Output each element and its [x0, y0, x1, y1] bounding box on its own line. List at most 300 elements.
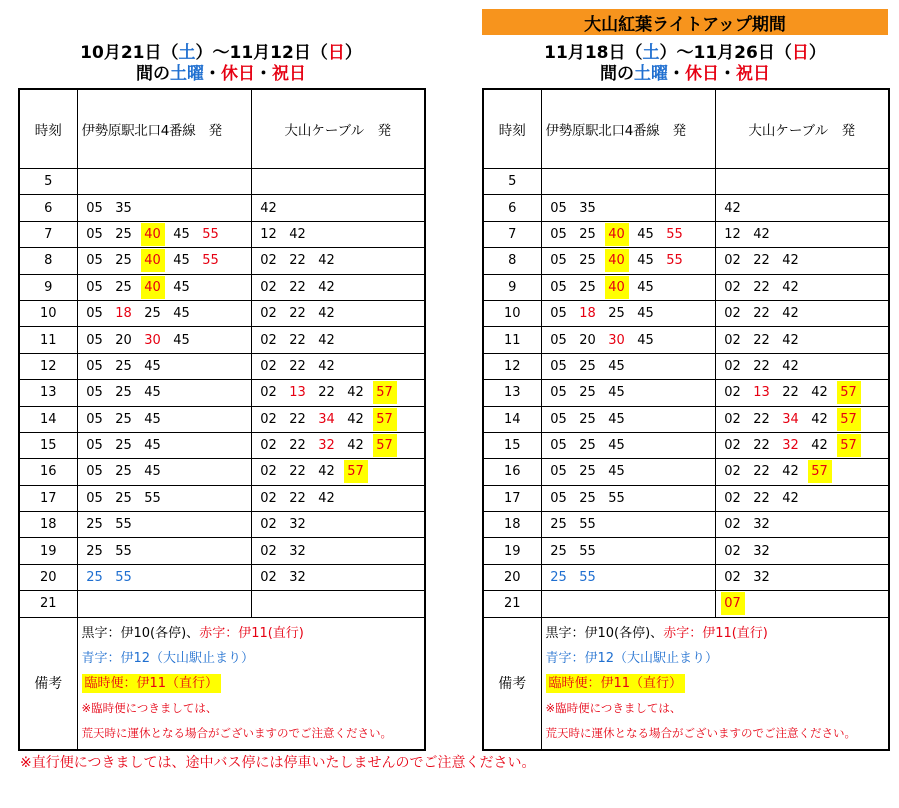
departure-cell — [715, 564, 889, 590]
departure-cell — [541, 274, 715, 300]
hour-cell: 11 — [483, 327, 541, 353]
period-text-part: ）～11月12日（ — [195, 43, 328, 63]
departure-time: 05 — [550, 200, 567, 216]
extra-departure-time: 40 — [605, 223, 629, 246]
remarks-content — [541, 617, 889, 750]
departure-cell — [77, 485, 251, 511]
departure-cell — [715, 485, 889, 511]
left-period-line2 — [18, 63, 424, 85]
departure-time: 05 — [550, 358, 567, 374]
extra-departure-time: 40 — [605, 249, 629, 272]
departure-time: 02 — [724, 332, 741, 348]
legend-black-red — [546, 621, 885, 646]
departure-time: 20 — [115, 332, 132, 348]
departure-time: 32 — [753, 517, 770, 533]
hour-cell: 20 — [19, 564, 77, 590]
departure-time: 13 — [289, 385, 306, 401]
table-row — [483, 459, 889, 485]
departure-time: 22 — [289, 279, 306, 295]
departure-time: 45 — [173, 253, 190, 269]
departure-cell — [251, 169, 425, 195]
departure-cell — [715, 380, 889, 406]
hour-cell: 17 — [483, 485, 541, 511]
extra-note-1: ※臨時便につきましては、 — [81, 700, 218, 715]
departure-time: 42 — [318, 279, 335, 295]
right-period-line1 — [482, 42, 888, 64]
legend-extra — [82, 671, 421, 696]
table-row — [19, 538, 425, 564]
departure-time: 45 — [173, 306, 190, 322]
departure-time: 13 — [753, 385, 770, 401]
departure-time: 25 — [579, 253, 596, 269]
departure-time: 45 — [608, 385, 625, 401]
table-row — [19, 195, 425, 221]
hour-cell: 18 — [483, 512, 541, 538]
departure-time: 25 — [550, 543, 567, 559]
column-header-time: 時刻 — [483, 89, 541, 169]
departure-cell — [251, 512, 425, 538]
departure-time: 55 — [608, 490, 625, 506]
departure-time: 05 — [86, 332, 103, 348]
departure-time: 02 — [724, 411, 741, 427]
departure-time: 25 — [115, 253, 132, 269]
departure-time: 22 — [289, 253, 306, 269]
departure-time: 05 — [86, 490, 103, 506]
period-text-part: 日 — [327, 43, 345, 63]
departure-time: 02 — [260, 306, 277, 322]
hour-cell: 13 — [483, 380, 541, 406]
departure-time: 45 — [144, 385, 161, 401]
departure-time: 05 — [86, 226, 103, 242]
departure-cell — [77, 195, 251, 221]
column-header-oyama-cable: 大山ケーブル 発 — [251, 89, 425, 169]
departure-time: 22 — [753, 306, 770, 322]
remarks-label: 備考 — [483, 617, 541, 750]
hour-cell: 12 — [483, 353, 541, 379]
extra-departure-time: 57 — [373, 381, 397, 404]
column-header-oyama-cable: 大山ケーブル 発 — [715, 89, 889, 169]
hour-cell: 19 — [19, 538, 77, 564]
column-header-time: 時刻 — [19, 89, 77, 169]
departure-cell — [77, 512, 251, 538]
departure-time: 05 — [550, 253, 567, 269]
extra-departure-time: 57 — [837, 381, 861, 404]
hour-cell: 9 — [483, 274, 541, 300]
departure-cell — [251, 195, 425, 221]
period-text-part: 土曜 — [170, 64, 204, 84]
departure-cell — [715, 591, 889, 617]
departure-time: 25 — [86, 543, 103, 559]
departure-time: 32 — [289, 517, 306, 533]
extra-note-2: 荒天時に運休となる場合がございますのでご注意ください。 — [81, 725, 392, 740]
departure-cell — [77, 300, 251, 326]
right-timetable — [482, 88, 890, 751]
departure-time: 42 — [782, 490, 799, 506]
departure-time: 02 — [260, 411, 277, 427]
table-row — [483, 274, 889, 300]
departure-time: 42 — [782, 253, 799, 269]
departure-time: 45 — [637, 306, 654, 322]
departure-time: 55 — [115, 543, 132, 559]
departure-time: 42 — [782, 358, 799, 374]
departure-time: 32 — [289, 570, 306, 586]
hour-cell: 6 — [483, 195, 541, 221]
departure-time: 32 — [753, 570, 770, 586]
departure-cell — [77, 380, 251, 406]
hour-cell: 14 — [19, 406, 77, 432]
departure-time: 45 — [608, 358, 625, 374]
departure-time: 22 — [753, 279, 770, 295]
departure-cell — [251, 221, 425, 247]
departure-time: 02 — [260, 490, 277, 506]
departure-time: 32 — [318, 438, 335, 454]
departure-time: 02 — [724, 570, 741, 586]
departure-time: 42 — [782, 279, 799, 295]
departure-time: 22 — [289, 332, 306, 348]
departure-cell — [715, 300, 889, 326]
departure-cell — [541, 406, 715, 432]
departure-time: 25 — [115, 385, 132, 401]
departure-time: 55 — [115, 570, 132, 586]
departure-time: 25 — [115, 438, 132, 454]
departure-cell — [77, 432, 251, 458]
table-row — [483, 221, 889, 247]
departure-time: 35 — [115, 200, 132, 216]
departure-time: 45 — [144, 358, 161, 374]
departure-time: 42 — [260, 200, 277, 216]
departure-time: 05 — [86, 385, 103, 401]
departure-time: 05 — [86, 253, 103, 269]
departure-time: 25 — [115, 358, 132, 374]
departure-cell — [77, 459, 251, 485]
extra-departure-time: 57 — [373, 434, 397, 457]
departure-time: 05 — [550, 226, 567, 242]
period-text-part: 休日 — [685, 64, 719, 84]
legend-red: 赤字：伊11(直行) — [199, 625, 304, 641]
departure-time: 45 — [144, 464, 161, 480]
departure-cell — [715, 221, 889, 247]
departure-time: 42 — [347, 438, 364, 454]
departure-time: 55 — [666, 253, 683, 269]
hour-cell: 11 — [19, 327, 77, 353]
hour-cell: 21 — [19, 591, 77, 617]
departure-cell — [541, 327, 715, 353]
extra-note-2: 荒天時に運休となる場合がございますのでご注意ください。 — [545, 725, 856, 740]
departure-time: 42 — [318, 253, 335, 269]
table-row — [483, 248, 889, 274]
departure-time: 25 — [579, 385, 596, 401]
departure-cell — [715, 195, 889, 221]
right-period-line2 — [482, 63, 888, 85]
table-row — [19, 169, 425, 195]
departure-cell — [541, 221, 715, 247]
departure-time: 42 — [347, 411, 364, 427]
hour-cell: 5 — [483, 169, 541, 195]
hour-cell: 8 — [483, 248, 541, 274]
departure-cell — [251, 327, 425, 353]
table-row — [19, 459, 425, 485]
column-header-isehara: 伊勢原駅北口4番線 発 — [541, 89, 715, 169]
departure-time: 45 — [637, 226, 654, 242]
table-row — [483, 169, 889, 195]
departure-cell — [715, 432, 889, 458]
hour-cell: 7 — [483, 221, 541, 247]
departure-time: 25 — [115, 464, 132, 480]
table-row — [483, 564, 889, 590]
departure-time: 22 — [289, 438, 306, 454]
remarks-label: 備考 — [19, 617, 77, 750]
table-row — [19, 274, 425, 300]
departure-time: 25 — [144, 306, 161, 322]
departure-cell — [541, 195, 715, 221]
departure-cell — [715, 248, 889, 274]
departure-time: 42 — [811, 411, 828, 427]
departure-time: 02 — [724, 253, 741, 269]
departure-time: 42 — [753, 226, 770, 242]
departure-time: 02 — [724, 464, 741, 480]
departure-time: 22 — [753, 358, 770, 374]
hour-cell: 14 — [483, 406, 541, 432]
departure-time: 45 — [608, 411, 625, 427]
table-row — [19, 327, 425, 353]
period-text-part: ・ — [668, 64, 685, 84]
departure-time: 02 — [260, 517, 277, 533]
departure-time: 02 — [260, 438, 277, 454]
departure-cell — [251, 380, 425, 406]
departure-time: 02 — [724, 385, 741, 401]
departure-time: 25 — [115, 279, 132, 295]
departure-time: 22 — [753, 411, 770, 427]
departure-time: 12 — [260, 226, 277, 242]
departure-time: 45 — [608, 438, 625, 454]
departure-time: 25 — [115, 411, 132, 427]
departure-time: 55 — [666, 226, 683, 242]
departure-cell — [715, 169, 889, 195]
departure-time: 22 — [753, 438, 770, 454]
table-row — [483, 538, 889, 564]
legend-extra-label: 臨時便：伊11（直行） — [82, 674, 222, 693]
departure-time: 22 — [753, 332, 770, 348]
hour-cell: 5 — [19, 169, 77, 195]
table-row — [19, 248, 425, 274]
departure-time: 02 — [260, 358, 277, 374]
legend-extra-label: 臨時便：伊11（直行） — [546, 674, 686, 693]
lightup-period-banner: 大山紅葉ライトアップ期間 — [482, 9, 888, 35]
departure-time: 25 — [579, 411, 596, 427]
departure-time: 05 — [550, 490, 567, 506]
extra-departure-time: 57 — [837, 408, 861, 431]
departure-time: 18 — [115, 306, 132, 322]
table-row — [483, 195, 889, 221]
departure-time: 22 — [289, 464, 306, 480]
period-text-part: 日 — [791, 43, 809, 63]
remarks-content — [77, 617, 425, 750]
hour-cell: 15 — [483, 432, 541, 458]
hour-cell: 10 — [19, 300, 77, 326]
period-text-part: 間の — [600, 64, 634, 84]
departure-time: 25 — [550, 517, 567, 533]
table-row — [483, 327, 889, 353]
table-row — [19, 564, 425, 590]
departure-time: 45 — [637, 279, 654, 295]
period-text-part: 土曜 — [634, 64, 668, 84]
table-row — [19, 380, 425, 406]
legend-blue: 青字：伊12（大山駅止まり） — [81, 650, 255, 666]
departure-time: 22 — [753, 464, 770, 480]
departure-time: 02 — [724, 490, 741, 506]
hour-cell: 8 — [19, 248, 77, 274]
departure-cell — [251, 538, 425, 564]
departure-cell — [251, 406, 425, 432]
table-row — [19, 485, 425, 511]
departure-time: 45 — [637, 253, 654, 269]
table-row — [19, 353, 425, 379]
departure-time: 02 — [724, 438, 741, 454]
table-row — [483, 591, 889, 617]
departure-time: 34 — [318, 411, 335, 427]
departure-cell — [251, 485, 425, 511]
departure-cell — [77, 169, 251, 195]
departure-time: 55 — [579, 517, 596, 533]
departure-time: 02 — [260, 279, 277, 295]
departure-time: 22 — [289, 411, 306, 427]
departure-time: 22 — [289, 490, 306, 506]
departure-cell — [251, 564, 425, 590]
period-text-part: ・ — [255, 64, 272, 84]
legend-red: 赤字：伊11(直行) — [663, 625, 768, 641]
table-row — [483, 432, 889, 458]
departure-cell — [715, 459, 889, 485]
departure-time: 02 — [260, 464, 277, 480]
departure-time: 22 — [289, 306, 306, 322]
express-notice: ※直行便につきましては、途中バス停には停車いたしませんのでご注意ください。 — [20, 755, 536, 771]
departure-time: 05 — [550, 385, 567, 401]
departure-time: 05 — [550, 464, 567, 480]
departure-time: 42 — [724, 200, 741, 216]
departure-cell — [77, 591, 251, 617]
departure-time: 25 — [579, 279, 596, 295]
departure-time: 45 — [144, 411, 161, 427]
departure-time: 02 — [724, 358, 741, 374]
hour-cell: 12 — [19, 353, 77, 379]
departure-time: 05 — [550, 332, 567, 348]
extra-departure-time: 07 — [721, 592, 745, 615]
departure-time: 25 — [579, 358, 596, 374]
period-text-part: ） — [344, 43, 362, 63]
departure-time: 55 — [579, 570, 596, 586]
table-row — [483, 300, 889, 326]
table-row — [483, 380, 889, 406]
departure-time: 42 — [289, 226, 306, 242]
departure-time: 05 — [86, 200, 103, 216]
departure-cell — [541, 380, 715, 406]
extra-note-1: ※臨時便につきましては、 — [545, 700, 682, 715]
departure-time: 25 — [86, 517, 103, 533]
column-header-isehara: 伊勢原駅北口4番線 発 — [77, 89, 251, 169]
departure-time: 25 — [115, 226, 132, 242]
departure-time: 25 — [86, 570, 103, 586]
departure-cell — [541, 564, 715, 590]
departure-cell — [715, 406, 889, 432]
departure-time: 42 — [782, 464, 799, 480]
departure-time: 34 — [782, 411, 799, 427]
departure-cell — [251, 274, 425, 300]
extra-departure-time: 57 — [837, 434, 861, 457]
departure-time: 18 — [579, 306, 596, 322]
table-row — [19, 591, 425, 617]
hour-cell: 21 — [483, 591, 541, 617]
departure-time: 42 — [782, 306, 799, 322]
departure-time: 05 — [86, 306, 103, 322]
departure-cell — [541, 512, 715, 538]
departure-time: 22 — [318, 385, 335, 401]
departure-time: 02 — [724, 517, 741, 533]
departure-time: 12 — [724, 226, 741, 242]
extra-departure-time: 57 — [344, 460, 368, 483]
departure-time: 05 — [550, 438, 567, 454]
period-text-part: 11月18日（ — [544, 43, 643, 63]
departure-time: 45 — [173, 332, 190, 348]
departure-time: 02 — [260, 253, 277, 269]
departure-time: 05 — [86, 411, 103, 427]
extra-departure-time: 40 — [141, 276, 165, 299]
departure-time: 42 — [318, 358, 335, 374]
departure-time: 42 — [318, 464, 335, 480]
departure-time: 45 — [173, 226, 190, 242]
period-text-part: 間の — [136, 64, 170, 84]
departure-time: 42 — [318, 306, 335, 322]
extra-departure-time: 40 — [141, 249, 165, 272]
departure-time: 25 — [608, 306, 625, 322]
departure-cell — [251, 353, 425, 379]
hour-cell: 13 — [19, 380, 77, 406]
left-period-line1 — [18, 42, 424, 64]
extra-departure-time: 40 — [605, 276, 629, 299]
departure-cell — [77, 353, 251, 379]
legend-black: 黒字：伊10(各停)、 — [81, 625, 200, 641]
period-text-part: 10月21日（ — [80, 43, 179, 63]
departure-time: 55 — [579, 543, 596, 559]
departure-cell — [541, 485, 715, 511]
departure-time: 32 — [753, 543, 770, 559]
departure-cell — [77, 538, 251, 564]
period-text-part: 祝日 — [736, 64, 770, 84]
departure-time: 42 — [347, 385, 364, 401]
left-timetable — [18, 88, 426, 751]
departure-time: 25 — [579, 438, 596, 454]
departure-cell — [77, 564, 251, 590]
period-text-part: ）～11月26日（ — [659, 43, 792, 63]
departure-cell — [251, 432, 425, 458]
departure-time: 22 — [753, 490, 770, 506]
table-row — [19, 432, 425, 458]
period-text-part: ） — [808, 43, 826, 63]
departure-time: 25 — [579, 464, 596, 480]
departure-time: 30 — [608, 332, 625, 348]
departure-cell — [77, 327, 251, 353]
departure-cell — [541, 591, 715, 617]
hour-cell: 16 — [483, 459, 541, 485]
hour-cell: 10 — [483, 300, 541, 326]
hour-cell: 18 — [19, 512, 77, 538]
departure-time: 42 — [318, 490, 335, 506]
departure-cell — [541, 538, 715, 564]
departure-time: 02 — [260, 570, 277, 586]
departure-time: 22 — [782, 385, 799, 401]
period-text-part: 祝日 — [272, 64, 306, 84]
hour-cell: 16 — [19, 459, 77, 485]
departure-cell — [251, 300, 425, 326]
